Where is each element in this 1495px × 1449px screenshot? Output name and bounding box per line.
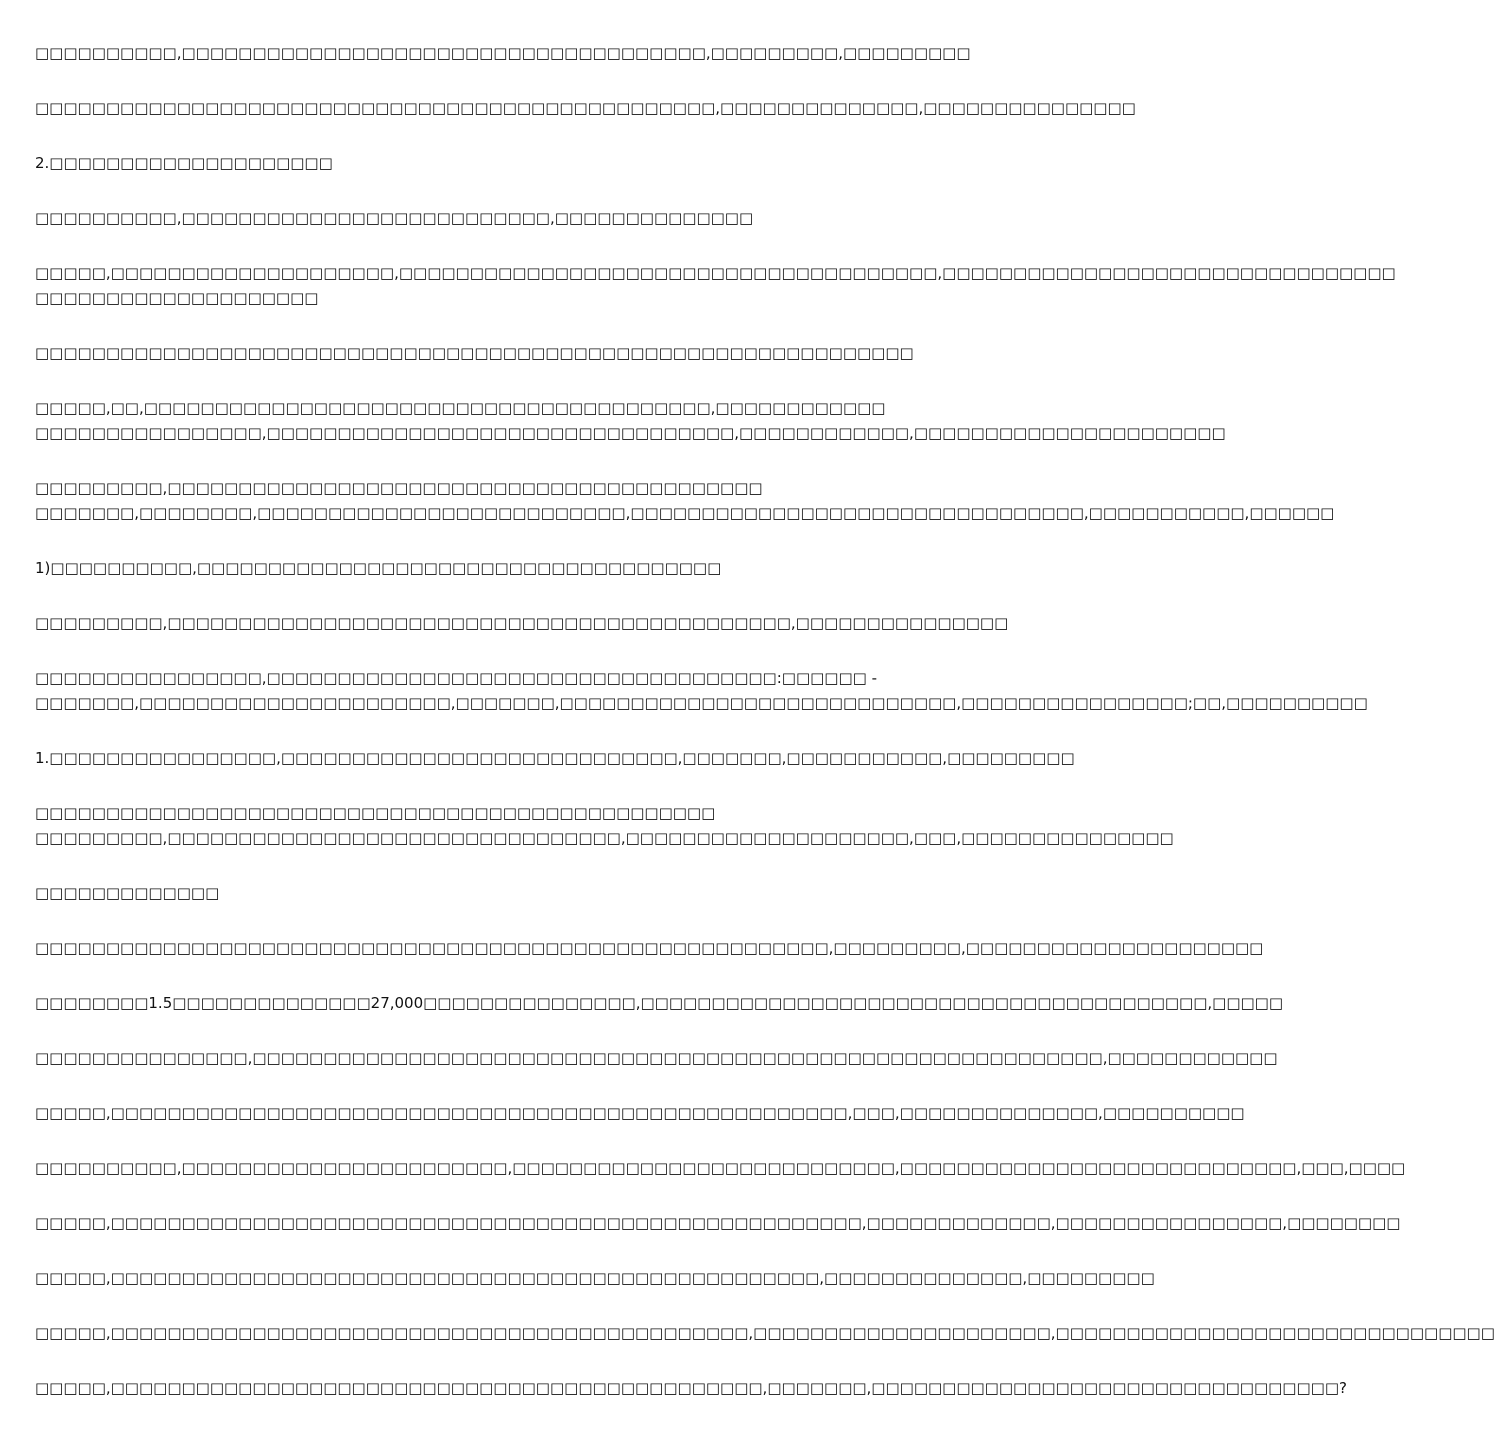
text-line: □□□□□,□□,□□□□□□□□□□□□□□□□□□□□□□□□□□□□□□□□□□□□□□□□,□□□□□□□□□□□□ (35, 399, 886, 417)
text-line: □□□□□,□□□□□□□□□□□□□□□□□□□□□□□□□□□□□□□□□□□□□□□□□□□□□□□□□□□□,□□□,□□□□□□□□□□□□□□,□□□□□□□□□□ (35, 1104, 1245, 1122)
text-line: □□□□□□□□□□□□□□□□□□□□□□□□□□□□□□□□□□□□□□□□□□□□□□□□□□□□□□□□□□□□□□ (35, 344, 914, 362)
text-line: □□□□□□□□□□□□□□□□□□□□□□□□□□□□□□□□□□□□□□□□□□□□□□□□ (35, 804, 716, 822)
text-line: 1)□□□□□□□□□□,□□□□□□□□□□□□□□□□□□□□□□□□□□□□□□□□□□□□□ (35, 559, 722, 577)
text-line: □□□□□□□□1.5□□□□□□□□□□□□□□27,000□□□□□□□□□□□□□□□,□□□□□□□□□□□□□□□□□□□□□□□□□□□□□□□□□□□□□□□□,□□□□□ (35, 994, 1284, 1012)
text-line: □□□□□□□□□,□□□□□□□□□□□□□□□□□□□□□□□□□□□□□□□□□□□□□□□□□□ (35, 479, 763, 497)
text-line: □□□□□□□□□□□□□□□□□□□□□□□□□□□□□□□□□□□□□□□□□□□□□□□□,□□□□□□□□□□□□□□,□□□□□□□□□□□□□□□ (35, 99, 1136, 117)
text-line: □□□□□□□,□□□□□□□□□□□□□□□□□□□□□□,□□□□□□□,□□□□□□□□□□□□□□□□□□□□□□□□□□□□,□□□□□□□□□□□□□□□□;□□,□□□□□□□□□□ (35, 694, 1368, 712)
text-line: □□□□□□□□□□,□□□□□□□□□□□□□□□□□□□□□□□,□□□□□□□□□□□□□□□□□□□□□□□□□□□,□□□□□□□□□□□□□□□□□□□□□□□□□□□□,□□□,□□□□ (35, 1159, 1406, 1177)
text-line: □□□□□□□□□□,□□□□□□□□□□□□□□□□□□□□□□□□□□□□□□□□□□□□□,□□□□□□□□□,□□□□□□□□□ (35, 44, 971, 62)
text-line: □□□□□,□□□□□□□□□□□□□□□□□□□□,□□□□□□□□□□□□□□□□□□□□□□□□□□□□□□□□□□□□□□,□□□□□□□□□□□□□□□□□□□□□□□□□□□□□□□□ (35, 264, 1396, 282)
text-line: □□□□□□□□□□,□□□□□□□□□□□□□□□□□□□□□□□□□□,□□□□□□□□□□□□□□ (35, 209, 754, 227)
section-heading: 2.□□□□□□□□□□□□□□□□□□□□ (35, 154, 333, 172)
text-line: □□□□□□□□□□□□□□□□□□□□□□□□□□□□□□□□□□□□□□□□□□□□□□□□□□□□□□□□,□□□□□□□□□,□□□□□□□□□□□□□□□□□□□□□ (35, 939, 1264, 957)
text-line: □□□□□,□□□□□□□□□□□□□□□□□□□□□□□□□□□□□□□□□□□□□□□□□□□□□□□□□□□□□,□□□□□□□□□□□□□,□□□□□□□□□□□□□□□□,□□□□□□□□ (35, 1214, 1401, 1232)
text-line: □□□□□□□□□,□□□□□□□□□□□□□□□□□□□□□□□□□□□□□□□□□□□□□□□□□□□□,□□□□□□□□□□□□□□□ (35, 614, 1009, 632)
text-line: □□□□□,□□□□□□□□□□□□□□□□□□□□□□□□□□□□□□□□□□□□□□□□□□□□□□□□□□,□□□□□□□□□□□□□□,□□□□□□□□□ (35, 1269, 1155, 1287)
text-line: □□□□□□□□□,□□□□□□□□□□□□□□□□□□□□□□□□□□□□□□□□,□□□□□□□□□□□□□□□□□□□□,□□□,□□□□□□□□□□□□□□□ (35, 829, 1174, 847)
text-line: □□□□□□□□□□□□□□□,□□□□□□□□□□□□□□□□□□□□□□□□□□□□□□□□□□□□□□□□□□□□□□□□□□□□□□□□□□□□,□□□□□□□□□□□□ (35, 1049, 1278, 1067)
text-line: □□□□□,□□□□□□□□□□□□□□□□□□□□□□□□□□□□□□□□□□□□□□□□□□□□□,□□□□□□□□□□□□□□□□□□□□□,□□□□□□□□□□□□□□□□□□□□□□□□□□□□□□□ (35, 1324, 1495, 1342)
text-line: 1.□□□□□□□□□□□□□□□□,□□□□□□□□□□□□□□□□□□□□□□□□□□□□,□□□□□□□,□□□□□□□□□□□,□□□□□□□□□ (35, 749, 1075, 767)
text-line: □□□□□□□□□□□□□□□□□□□□ (35, 289, 319, 307)
section-heading: □□□□□□□□□□□□□ (35, 884, 220, 902)
text-line: □□□□□,□□□□□□□□□□□□□□□□□□□□□□□□□□□□□□□□□□□□□□□□□□□□□□,□□□□□□□,□□□□□□□□□□□□□□□□□□□□□□□□□□□□□□□□□? (35, 1379, 1347, 1397)
text-line: □□□□□□□□□□□□□□□□,□□□□□□□□□□□□□□□□□□□□□□□□□□□□□□□□□□□□:□□□□□□ - (35, 669, 877, 687)
text-line: □□□□□□□□□□□□□□□□,□□□□□□□□□□□□□□□□□□□□□□□□□□□□□□□□□,□□□□□□□□□□□□,□□□□□□□□□□□□□□□□□□□□□□ (35, 424, 1226, 442)
text-line: □□□□□□□,□□□□□□□□,□□□□□□□□□□□□□□□□□□□□□□□□□□,□□□□□□□□□□□□□□□□□□□□□□□□□□□□□□□□,□□□□□□□□□□□,□□□□□□ (35, 504, 1335, 522)
